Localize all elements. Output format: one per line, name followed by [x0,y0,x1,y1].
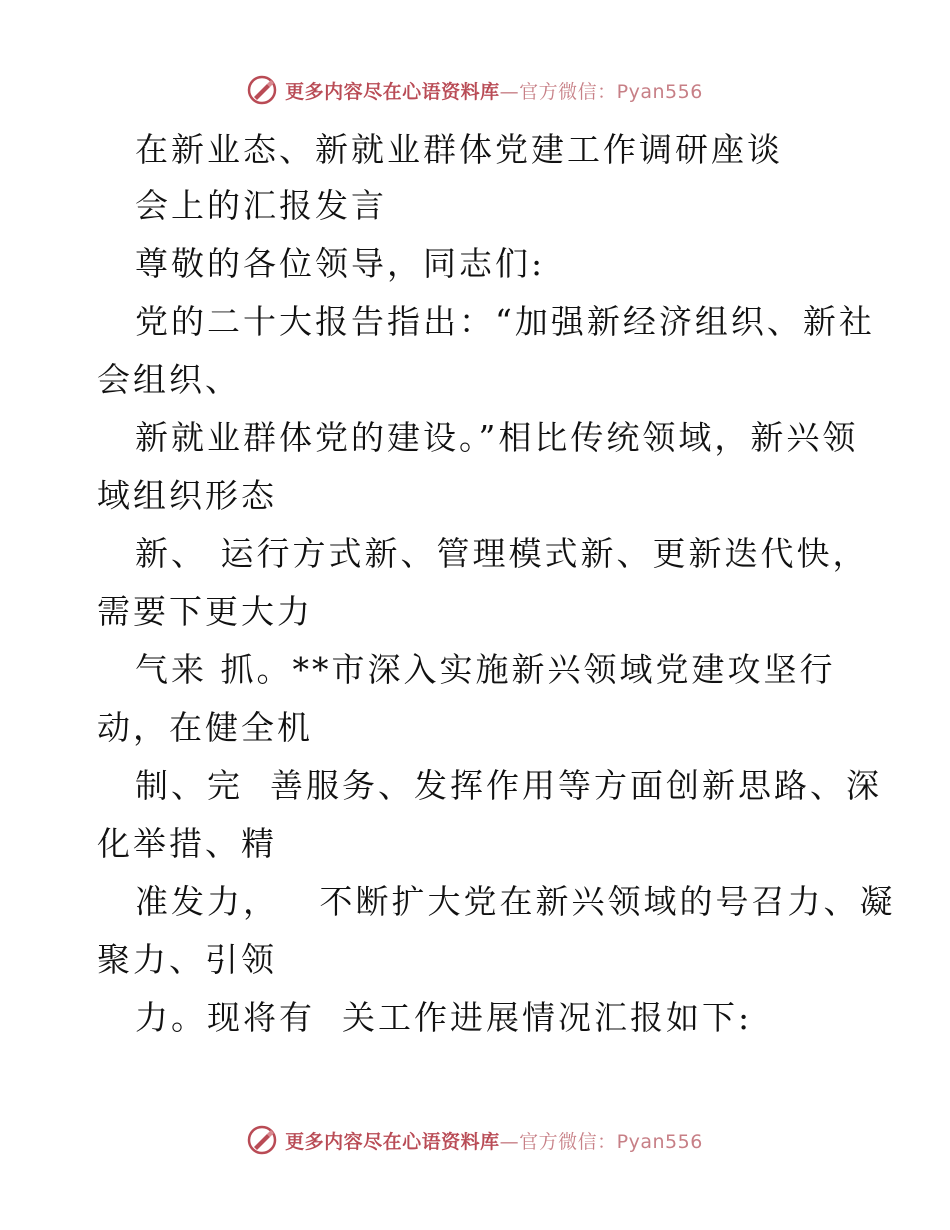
doc-line: 化举措、精 [97,824,277,863]
doc-line: 新、 运行方式新、管理模式新、更新迭代快， [135,534,869,573]
doc-line: 力。现将有 关工作进展情况汇报如下: [135,998,753,1037]
doc-line: 需要下更大力 [97,592,313,631]
footer-watermark [0,1120,950,1160]
doc-line: 新就业群体党的建设。”相比传统领域，新兴领 [135,418,859,457]
watermark-text [285,1127,703,1154]
doc-line: 域组织形态 [97,476,277,515]
doc-line: 制、完 善服务、发挥作用等方面创新思路、深 [135,766,882,805]
header-watermark [0,70,950,110]
doc-line: 准发力， 不断扩大党在新兴领域的号召力、凝 [135,882,896,921]
doc-line: 会组织、 [97,360,241,399]
doc-line: 在新业态、新就业群体党建工作调研座谈 [135,130,783,169]
watermark-rest-text: —官方微信：Pyan556 [499,1130,703,1153]
pen-logo-icon [247,75,277,105]
watermark-strong-text: 更多内容尽在心语资料库 [285,80,500,103]
doc-line: 动，在健全机 [97,708,313,747]
watermark-text [285,77,703,104]
doc-line: 气来 抓。**市深入实施新兴领域党建攻坚行 [135,650,836,689]
watermark-rest-text: —官方微信：Pyan556 [499,80,703,103]
doc-line: 党的二十大报告指出：“加强新经济组织、新社 [135,302,875,341]
watermark-strong-text: 更多内容尽在心语资料库 [285,1130,500,1153]
doc-line: 尊敬的各位领导，同志们: [135,244,546,283]
pen-logo-icon [247,1125,277,1155]
doc-line: 会上的汇报发言 [135,186,387,225]
doc-line: 聚力、引领 [97,940,277,979]
